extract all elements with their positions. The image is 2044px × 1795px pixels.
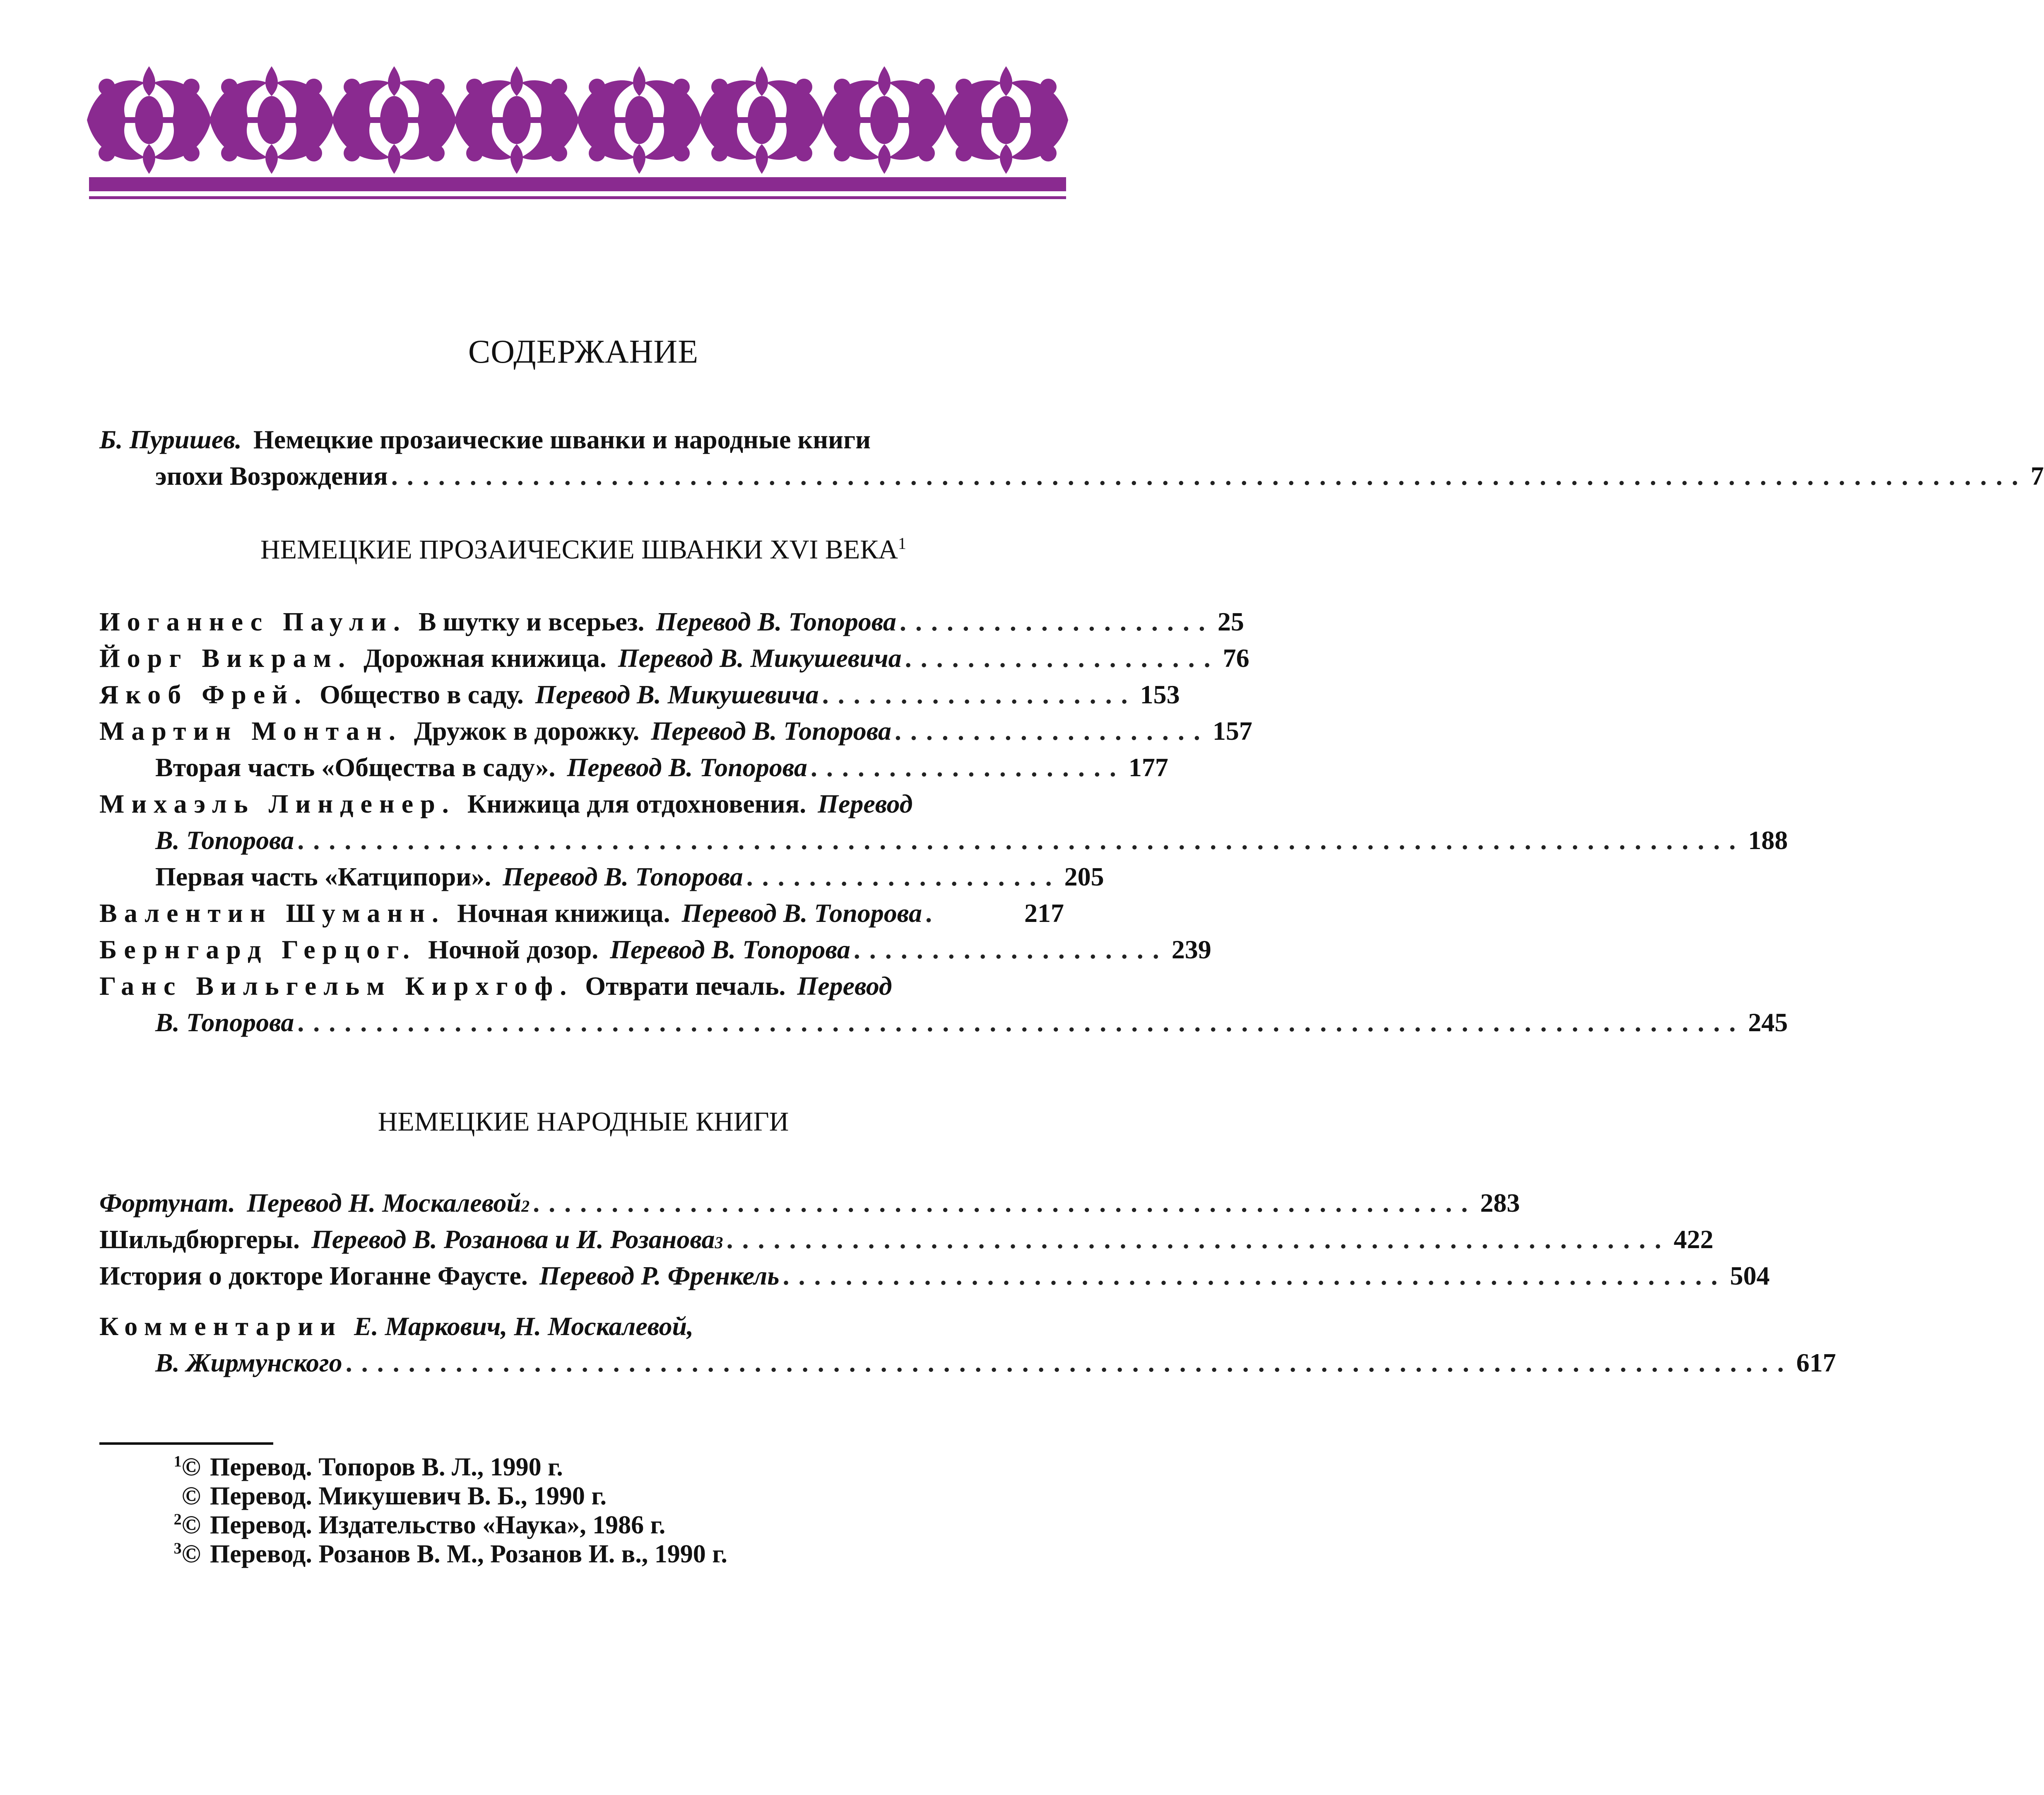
entry-page: 7 xyxy=(2030,461,2044,491)
header-rule-thin xyxy=(89,196,1066,199)
toc-entry: Иоганнес Паули. В шутку и всерьез. Перевод В. Топорова .................... 25 xyxy=(99,607,1244,636)
copyright-icon: © xyxy=(181,1511,201,1539)
toc-section1-list xyxy=(99,604,1788,1041)
entry-title: Немецкие прозаические шванки и народные книги xyxy=(253,425,871,454)
footnote: $^1$© Перевод. Топоров В. Л., 1990 г. xyxy=(173,1453,563,1481)
toc-entry: Шильдбюргеры. Перевод В. Розанова и И. Розанова 3 ............................................................ 422 xyxy=(99,1225,1714,1254)
toc-entry: Фортунат. Перевод Н. Москалевой 2 ............................................................ 283 xyxy=(99,1188,1520,1218)
page-title: СОДЕРЖАНИЕ xyxy=(468,334,699,370)
toc-entry: Йорг Викрам. Дорожная книжица. Перевод В. Микушевича .................... 76 xyxy=(99,643,1250,673)
toc-entry: История о докторе Иоганне Фаусте. Перевод Р. Френкель ............................................................ 504 xyxy=(99,1261,1770,1290)
copyright-icon: © xyxy=(181,1540,201,1568)
footnote: © Перевод. Микушевич В. Б., 1990 г. xyxy=(181,1482,607,1510)
entry-title-cont: эпохи Возрождения xyxy=(155,461,388,491)
toc-entry-cont: В. Топорова ............................................................................................ 188 xyxy=(155,825,1788,855)
comments-label: Комментарии xyxy=(99,1311,343,1341)
toc-section2-list xyxy=(99,1185,1770,1294)
toc-entry: Первая часть «Катципори». Перевод В. Топорова .................... 205 xyxy=(155,862,1104,891)
footnote: $^2$© Перевод. Издательство «Наука», 1986 г. xyxy=(173,1511,666,1539)
section-heading-folk-books: НЕМЕЦКИЕ НАРОДНЫЕ КНИГИ xyxy=(378,1107,789,1137)
section-heading-schwanks: НЕМЕЦКИЕ ПРОЗАИЧЕСКИЕ ШВАНКИ XVI ВЕКА$^1$ xyxy=(260,534,906,565)
footnote-ref: 1 xyxy=(898,534,906,553)
toc-entry: Мартин Монтан. Дружок в дорожку. Перевод В. Топорова .................... 157 xyxy=(99,716,1252,746)
header-ornament xyxy=(87,58,1068,182)
toc-entry: Бернгард Герцог. Ночной дозор. Перевод В. Топорова .................... 239 xyxy=(99,935,1211,964)
toc-entry-comments: Комментарии Е. Маркович, Н. Москалевой, В. Жирмунского ............................................................................................ 617 xyxy=(99,1308,1064,1381)
toc-entry-cont: В. Топорова ............................................................................................ 245 xyxy=(155,1008,1788,1037)
toc-entry: Валентин Шуманн. Ночная книжица. Перевод В. Топорова . 217 xyxy=(99,898,1064,928)
toc-entry: Михаэль Линденер. Книжица для отдохновения. Перевод xyxy=(99,789,913,818)
copyright-icon: © xyxy=(181,1482,201,1510)
toc-entry: Вторая часть «Общества в саду». Перевод В. Топорова .................... 177 xyxy=(155,753,1168,782)
footnote-divider xyxy=(99,1442,273,1445)
entry-author: Б. Пуришев. xyxy=(99,425,242,454)
copyright-icon: © xyxy=(181,1453,201,1481)
toc-entry: Якоб Фрей. Общество в саду. Перевод В. Микушевича .................... 153 xyxy=(99,680,1180,709)
toc-entry: Ганс Вильгельм Кирхгоф. Отврати печаль. Перевод xyxy=(99,971,892,1001)
purple-floral-ornament-icon xyxy=(87,58,1068,182)
header-rule-thick xyxy=(89,177,1066,191)
toc-entry-intro: Б. Пуришев. Немецкие прозаические шванки и народные книги эпохи Возрождения ........................................................................................................ 7 xyxy=(99,421,1064,494)
footnote: $^3$© Перевод. Розанов В. М., Розанов И. в., 1990 г. xyxy=(173,1540,727,1568)
